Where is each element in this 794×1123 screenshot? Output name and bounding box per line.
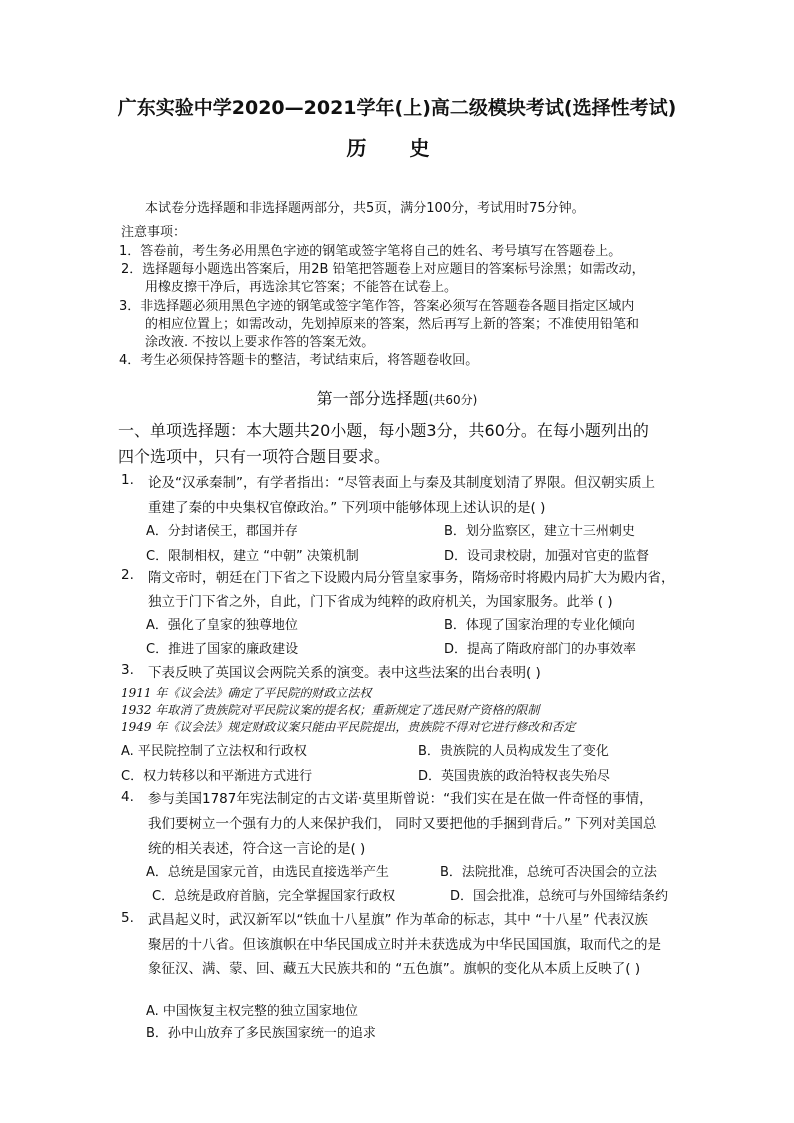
- notice-item-1: 1．答卷前，考生务必用黑色字迹的钢笔或签字笔将自己的姓名、考号填写在答题卷上。: [119, 244, 622, 259]
- question-1-line-2: 重建了秦的中央集权官僚政治。” 下列项中能够体现上述认识的是( ): [148, 500, 546, 516]
- notice-item-2-cont: 用橡皮擦干净后，再选涂其它答案；不能答在试卷上。: [145, 280, 458, 295]
- question-1-option-c: C．限制相权，建立 “中朝” 决策机制: [146, 549, 359, 564]
- section-instruction-2: 四个选项中，只有一项符合题目要求。: [118, 447, 391, 466]
- question-4-option-a: A．总统是国家元首，由选民直接选举产生: [146, 865, 389, 880]
- notice-heading: 注意事项：: [121, 225, 187, 240]
- question-5-line-2: 聚居的十八省。但该旗帜在中华民国成立时并未获选成为中华民国国旗，取而代之的是: [148, 937, 661, 953]
- question-1-number: 1.: [121, 472, 134, 488]
- question-1-option-a: A．分封诸侯王，郡国并存: [146, 524, 298, 539]
- notice-item-3-cont: 的相应位置上；如需改动，先划掉原来的答案，然后再写上新的答案；不准使用铅笔和: [145, 317, 640, 332]
- subject-title: 历 史: [346, 136, 448, 160]
- question-2-line-1: 隋文帝时，朝廷在门下省之下设殿内局分管皇家事务，隋炀帝时将殿内局扩大为殿内省，: [148, 570, 675, 586]
- section-title-text: 第一部分选择题: [316, 389, 429, 408]
- section-points: (共60分): [428, 393, 478, 407]
- question-2-number: 2.: [121, 567, 134, 583]
- question-4-line-2: 我们要树立一个强有力的人来保护我们， 同时又要把他的手捆到背后。” 下列对美国总: [148, 816, 657, 832]
- question-2-option-c: C．推进了国家的廉政建设: [146, 642, 299, 657]
- question-2-option-b: B．体现了国家治理的专业化倾向: [444, 618, 635, 633]
- question-5-option-a: A. 中国恢复主权完整的独立国家地位: [146, 1004, 358, 1019]
- question-5-line-3: 象征汉、满、蒙、回、藏五大民族共和的 “五色旗”。旗帜的变化从本质上反映了( ): [148, 961, 641, 977]
- question-2-option-a: A．强化了皇家的独尊地位: [146, 618, 298, 633]
- question-5-line-1: 武昌起义时，武汉新军以“铁血十八星旗” 作为革命的标志，其中 “十八星” 代表汉族: [148, 912, 648, 928]
- question-1-option-b: B．划分监察区，建立十三州刺史: [444, 524, 635, 539]
- question-4-number: 4.: [121, 789, 134, 805]
- notice-item-2: 2．选择题每小题选出答案后，用2B 铅笔把答题卷上对应题目的答案标号涂黑；如需改动，: [121, 262, 645, 277]
- question-4-option-c: C．总统是政府首脑，完全掌握国家行政权: [152, 889, 396, 904]
- question-3-line-1: 下表反映了英国议会两院关系的演变。表中这些法案的出台表明( ): [148, 665, 541, 681]
- question-1-line-1: 论及“汉承秦制”，有学者指出：“尽管表面上与秦及其制度划清了界限。但汉朝实质上: [148, 475, 655, 491]
- question-4-option-b: B．法院批准，总统可否决国会的立法: [440, 865, 657, 880]
- section-heading: [0, 386, 794, 409]
- notice-item-3: 3．非选择题必须用黑色字迹的钢笔或签字笔作答，答案必须写在答题卷各题目指定区域内: [119, 299, 635, 314]
- notice-item-3-cont2: 涂改液. 不按以上要求作答的答案无效。: [145, 335, 375, 350]
- question-2-line-2: 独立于门下省之外，自此，门下省成为纯粹的政府机关，为国家服务。此举 ( ): [148, 594, 613, 610]
- question-4-line-1: 参与美国1787年宪法制定的古文诺·莫里斯曾说：“我们实在是在做一件奇怪的事情，: [148, 791, 653, 807]
- question-3-option-c: C．权力转移以和平渐进方式进行: [121, 769, 313, 784]
- question-3-table-row-3: 1949 年《议会法》规定财政议案只能由平民院提出，贵族院不得对它进行修改和否定: [121, 720, 576, 734]
- question-5-option-b: B．孙中山放弃了多民族国家统一的追求: [146, 1026, 376, 1041]
- notice-item-4: 4．考生必须保持答题卡的整洁，考试结束后，将答题卷收回。: [119, 353, 479, 368]
- exam-title: 广东实验中学2020—2021学年(上)高二级模块考试(选择性考试): [117, 97, 677, 119]
- question-4-option-d: D．国会批准，总统可与外国缔结条约: [450, 889, 669, 904]
- section-instruction-1: 一、单项选择题：本大题共20小题，每小题3分，共60分。在每小题列出的: [118, 421, 649, 440]
- question-5-number: 5.: [121, 910, 134, 926]
- question-3-number: 3.: [121, 662, 134, 678]
- question-4-line-3: 统的相关表述，符合这一言论的是( ): [148, 841, 366, 857]
- question-3-option-a: A. 平民院控制了立法权和行政权: [121, 744, 307, 759]
- question-3-table-row-2: 1932 年取消了贵族院对平民院议案的提名权；重新规定了选民财产资格的限制: [121, 703, 540, 717]
- question-3-option-d: D．英国贵族的政治特权丧失殆尽: [418, 769, 611, 784]
- question-2-option-d: D．提高了隋政府部门的办事效率: [444, 642, 637, 657]
- question-3-option-b: B．贵族院的人员构成发生了变化: [418, 744, 609, 759]
- question-1-option-d: D．设司隶校尉，加强对官吏的监督: [444, 549, 650, 564]
- question-3-table-row-1: 1911 年《议会法》确定了平民院的财政立法权: [121, 686, 372, 700]
- intro-text: 本试卷分选择题和非选择题两部分，共5页，满分100分，考试用时75分钟。: [145, 201, 585, 216]
